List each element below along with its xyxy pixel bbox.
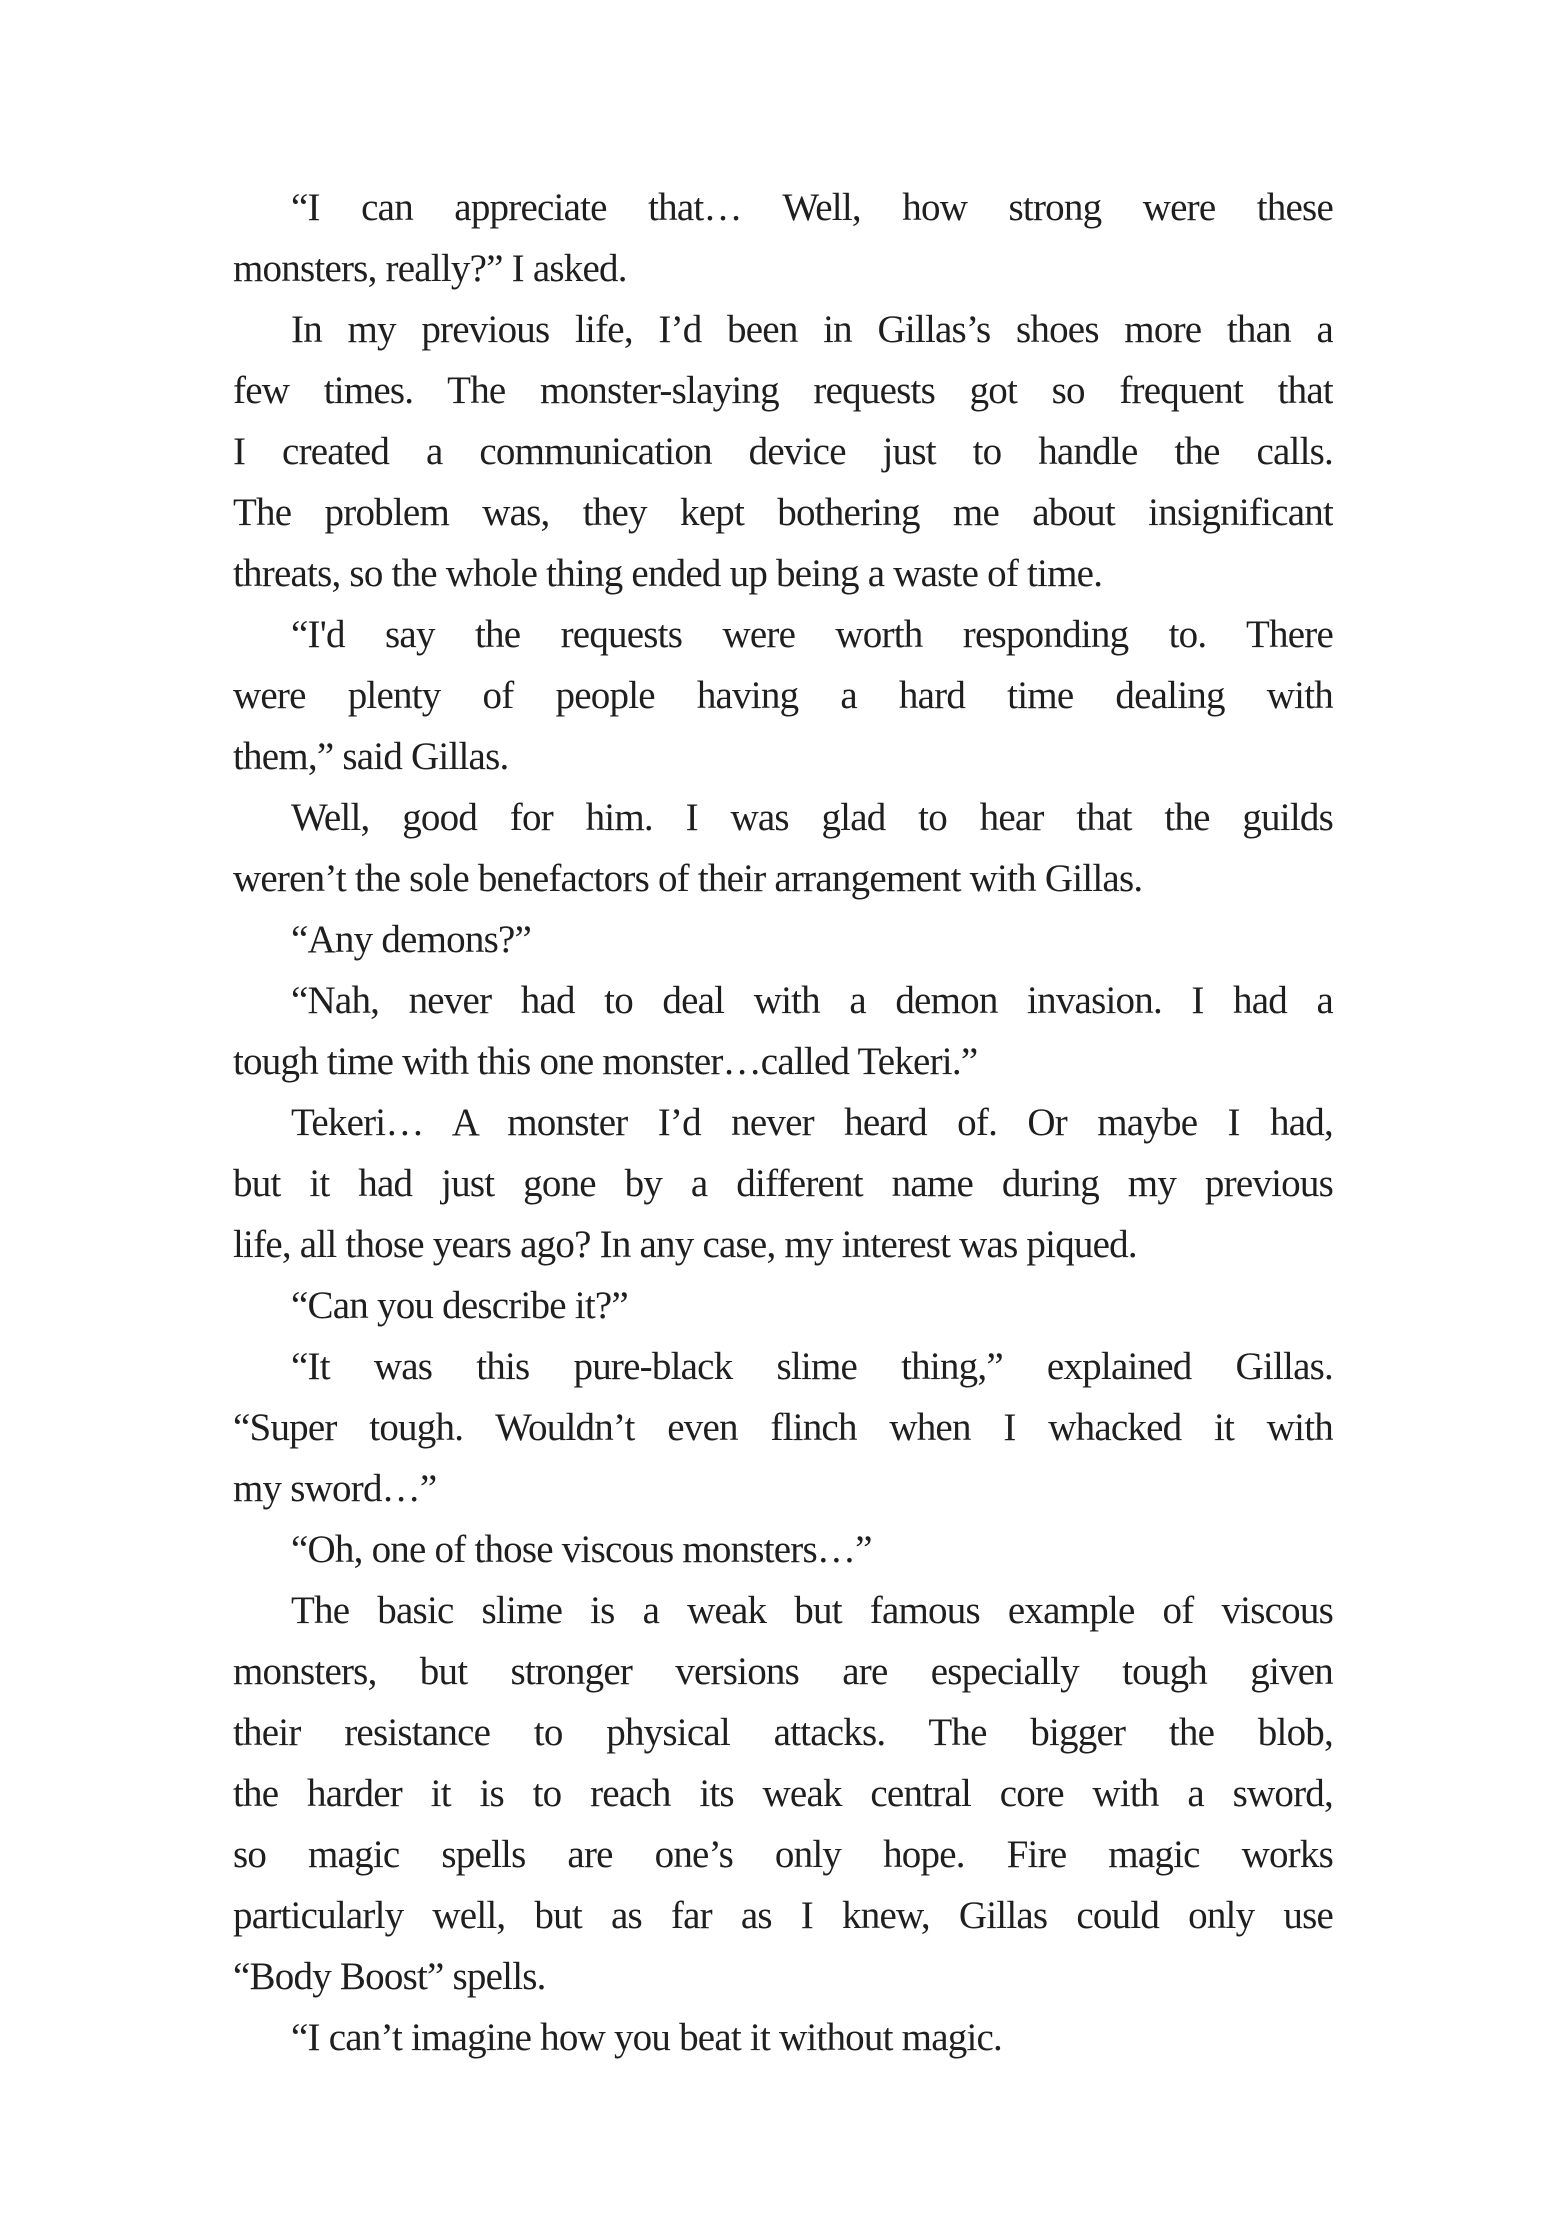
paragraph [233, 1275, 1333, 1336]
text-line: their resistance to physical attacks. The bigger the blob, [233, 1711, 1333, 1754]
text-line: In my previous life, I’d been in Gillas’s shoes more than a [291, 308, 1333, 351]
paragraph [233, 970, 1333, 1092]
text-line: threats, so the whole thing ended up being a waste of time. [233, 552, 1103, 595]
text-line: The basic slime is a weak but famous example of viscous [291, 1589, 1333, 1632]
text-line: particularly well, but as far as I knew, Gillas could only use [233, 1894, 1333, 1937]
paragraph [233, 1519, 1333, 1580]
text-line: life, all those years ago? In any case, my interest was piqued. [233, 1223, 1137, 1266]
text-line: “Nah, never had to deal with a demon invasion. I had a [291, 979, 1333, 1022]
text-line: “Oh, one of those viscous monsters…” [291, 1528, 872, 1571]
page-text-block [233, 177, 1333, 2068]
text-line: “I can appreciate that… Well, how strong were these [291, 186, 1333, 229]
text-line: I created a communication device just to handle the calls. [233, 430, 1333, 473]
paragraph [233, 1336, 1333, 1519]
paragraph [233, 299, 1333, 604]
text-line: “Any demons?” [291, 918, 532, 961]
text-line: were plenty of people having a hard time dealing with [233, 674, 1333, 717]
text-line: “Super tough. Wouldn’t even flinch when I whacked it with [233, 1406, 1333, 1449]
text-line: few times. The monster-slaying requests got so frequent that [233, 369, 1333, 412]
text-line: The problem was, they kept bothering me about insignificant [233, 491, 1333, 534]
text-line: tough time with this one monster…called Tekeri.” [233, 1040, 978, 1083]
text-line: monsters, but stronger versions are especially tough given [233, 1650, 1333, 1693]
text-line: Well, good for him. I was glad to hear that the guilds [291, 796, 1333, 839]
text-line: “I'd say the requests were worth responding to. There [291, 613, 1333, 656]
text-line: so magic spells are one’s only hope. Fire magic works [233, 1833, 1333, 1876]
text-line: but it had just gone by a different name during my previous [233, 1162, 1333, 1205]
text-line: “I can’t imagine how you beat it without magic. [291, 2016, 1003, 2059]
text-line: Tekeri… A monster I’d never heard of. Or maybe I had, [291, 1101, 1333, 1144]
text-line: my sword…” [233, 1467, 437, 1510]
text-line: monsters, really?” I asked. [233, 247, 627, 290]
paragraph [233, 787, 1333, 909]
paragraph [233, 604, 1333, 787]
text-line: weren’t the sole benefactors of their arrangement with Gillas. [233, 857, 1143, 900]
paragraph [233, 1580, 1333, 2007]
text-line: “It was this pure-black slime thing,” explained Gillas. [291, 1345, 1333, 1388]
text-line: them,” said Gillas. [233, 735, 509, 778]
text-line: the harder it is to reach its weak central core with a sword, [233, 1772, 1333, 1815]
paragraph [233, 177, 1333, 299]
paragraph [233, 909, 1333, 970]
text-line: “Can you describe it?” [291, 1284, 628, 1327]
text-line: “Body Boost” spells. [233, 1955, 546, 1998]
paragraph [233, 1092, 1333, 1275]
paragraph [233, 2007, 1333, 2068]
